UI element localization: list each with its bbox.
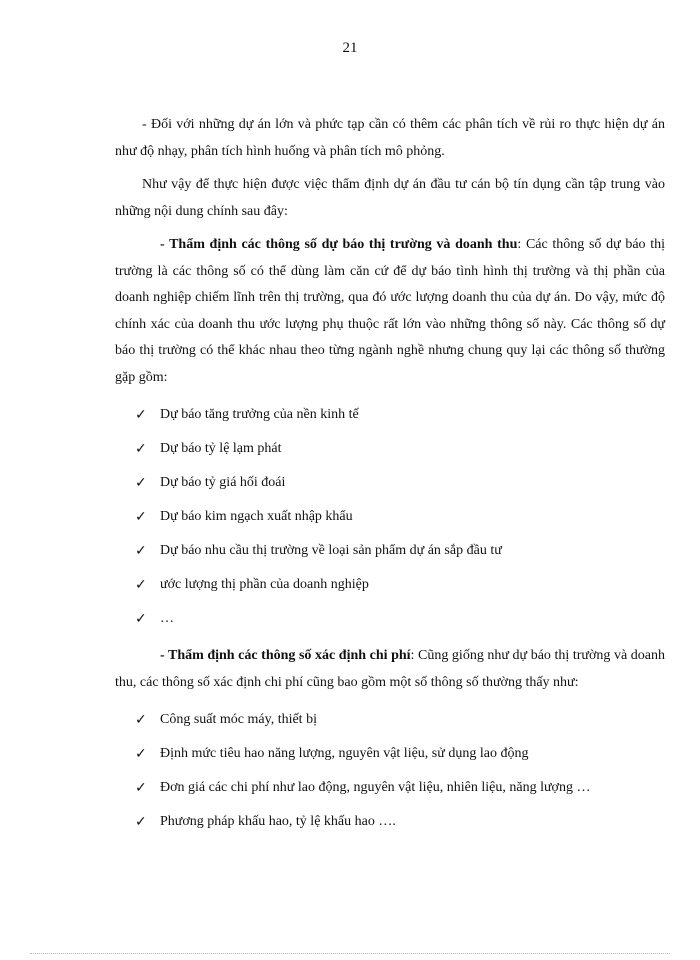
checkmark-icon: ✓ — [135, 746, 147, 762]
list-item — [115, 432, 665, 466]
heading-market-forecast: - Thẩm định các thông số dự báo thị trường và doanh thu — [160, 237, 518, 252]
list-item-text: Dự báo nhu cầu thị trường về loại sản phẩm dự án sắp đầu tư — [160, 543, 502, 558]
list-item — [115, 737, 665, 771]
paragraph-risk-analysis: - Đối với những dự án lớn và phức tạp cần có thêm các phân tích về rủi ro thực hiện dự án như độ nhạy, phân tích hình huống và phân tích mô phỏng. — [115, 117, 665, 159]
checkmark-icon: ✓ — [135, 611, 147, 627]
list-item — [115, 500, 665, 534]
list-item-text: Định mức tiêu hao năng lượng, nguyên vật liệu, sử dụng lao động — [160, 746, 529, 761]
market-forecast-list — [115, 398, 665, 636]
checkmark-icon: ✓ — [135, 780, 147, 796]
list-item — [115, 602, 665, 636]
list-item-text: ước lượng thị phần của doanh nghiệp — [160, 577, 369, 592]
paragraph-cost-parameters — [115, 643, 665, 696]
document-body — [115, 112, 665, 846]
cost-parameters-list — [115, 703, 665, 839]
page-bottom-border — [30, 953, 670, 954]
page-number: 21 — [342, 40, 358, 56]
checkmark-icon: ✓ — [135, 407, 147, 423]
list-item — [115, 534, 665, 568]
list-item — [115, 805, 665, 839]
checkmark-icon: ✓ — [135, 712, 147, 728]
checkmark-icon: ✓ — [135, 814, 147, 830]
checkmark-icon: ✓ — [135, 543, 147, 559]
heading-cost-parameters: - Thẩm định các thông số xác định chi phí — [160, 648, 411, 663]
paragraph-market-forecast — [115, 232, 665, 391]
list-item-text: Đơn giá các chi phí như lao động, nguyên vật liệu, nhiên liệu, năng lượng … — [160, 780, 591, 795]
checkmark-icon: ✓ — [135, 441, 147, 457]
text-market-forecast: : Các thông số dự báo thị trường là các thông số có thể dùng làm căn cứ để dự báo tình hình thị trường và thị phần của doanh nghiệp chiếm lĩnh trên thị trường, qua đó ước lượng doanh thu của dự án. Do vậy, mức độ chính xác của doanh thu ước lượng phụ thuộc rất lớn vào những thông số này. Các thông số dự báo thị trường có thể khác nhau theo từng ngành nghề nhưng chung quy lại các thông số thường gặp gồm: — [115, 237, 665, 385]
list-item-text: Phương pháp khấu hao, tỷ lệ khấu hao …. — [160, 814, 396, 829]
list-item-text: Dự báo tăng trưởng của nền kinh tế — [160, 407, 359, 422]
checkmark-icon: ✓ — [135, 475, 147, 491]
list-item-text: Dự báo tỷ giá hối đoái — [160, 475, 286, 490]
list-item — [115, 771, 665, 805]
list-item-text: … — [160, 611, 174, 626]
text-cost-parameters: : Cũng giống như dự báo thị trường và doanh thu, các thông số xác định chi phí cũng bao gồm một số thông số thường thấy như: — [115, 648, 665, 690]
list-item — [115, 466, 665, 500]
list-item-text: Dự báo tỷ lệ lạm phát — [160, 441, 282, 456]
checkmark-icon: ✓ — [135, 509, 147, 525]
list-item-text: Dự báo kim ngạch xuất nhập khẩu — [160, 509, 353, 524]
checkmark-icon: ✓ — [135, 577, 147, 593]
list-item-text: Công suất móc máy, thiết bị — [160, 712, 317, 727]
list-item — [115, 398, 665, 432]
list-item — [115, 703, 665, 737]
paragraph-intro: Như vậy để thực hiện được việc thẩm định dự án đầu tư cán bộ tín dụng cần tập trung vào những nội dung chính sau đây: — [115, 177, 665, 219]
list-item — [115, 568, 665, 602]
